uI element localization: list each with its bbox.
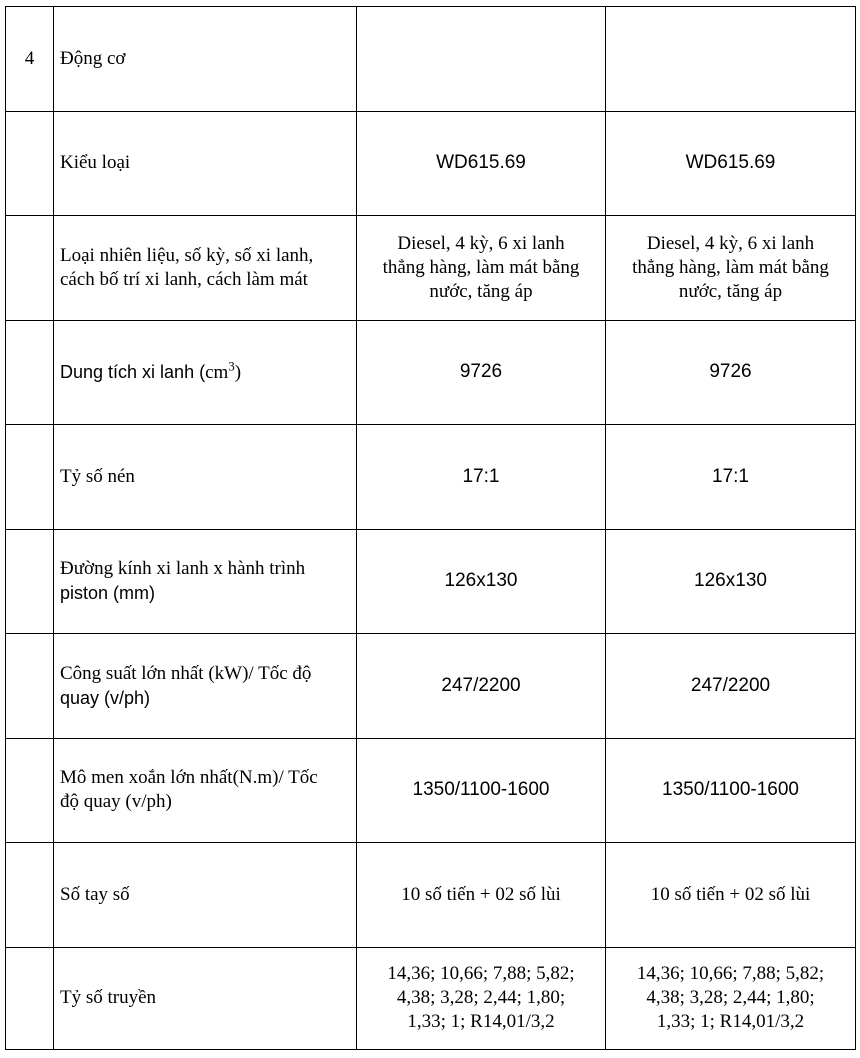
value-cell-2: 126x130	[606, 529, 856, 634]
table-row	[6, 111, 856, 216]
row-number	[6, 425, 54, 530]
value-line: 14,36; 10,66; 7,88; 5,82;	[387, 963, 575, 984]
value-cell-1: 10 số tiến + 02 số lùi	[357, 843, 606, 948]
row-label: Tỷ số nén	[54, 425, 357, 530]
label-line: Loại nhiên liệu, số kỳ, số xi lanh,	[60, 244, 314, 266]
value-cell-2: WD615.69	[606, 111, 856, 216]
value-cell-1: 247/2200	[357, 634, 606, 739]
value-cell-1: 9726	[357, 320, 606, 425]
row-label	[54, 634, 357, 739]
value-cell-2: 10 số tiến + 02 số lùi	[606, 843, 856, 948]
value-line: 4,38; 3,28; 2,44; 1,80;	[646, 987, 815, 1008]
label-unit-exponent: 3	[228, 358, 235, 374]
row-label: Tỷ số truyền	[54, 947, 357, 1049]
value-cell-1: 1350/1100-1600	[357, 738, 606, 843]
value-cell-1	[357, 216, 606, 321]
row-number	[6, 843, 54, 948]
label-unit: cm	[205, 361, 229, 383]
value-cell-2: 17:1	[606, 425, 856, 530]
value-line: 4,38; 3,28; 2,44; 1,80;	[396, 987, 566, 1008]
table-row	[6, 529, 856, 634]
engine-spec-table	[5, 6, 856, 1050]
value-line: nước, tăng áp	[678, 280, 783, 302]
label-main: Dung tích xi lanh (	[60, 361, 206, 382]
value-line: nước, tăng áp	[429, 280, 533, 302]
label-line: piston (mm)	[60, 583, 156, 604]
row-number	[6, 216, 54, 321]
value-cell-2	[606, 7, 856, 112]
label-line: Công suất lớn nhất (kW)/ Tốc độ	[60, 662, 312, 684]
value-cell-1: WD615.69	[357, 111, 606, 216]
label-close: )	[234, 361, 242, 383]
row-number	[6, 634, 54, 739]
label-line: quay (v/ph)	[60, 687, 151, 708]
row-number	[6, 320, 54, 425]
table-row	[6, 7, 856, 112]
label-line: Mô men xoắn lớn nhất(N.m)/ Tốc	[60, 767, 318, 789]
label-line: độ quay (v/ph)	[60, 791, 172, 813]
value-cell-1	[357, 7, 606, 112]
value-line: 14,36; 10,66; 7,88; 5,82;	[636, 963, 825, 984]
row-label	[54, 529, 357, 634]
value-cell-2: 9726	[606, 320, 856, 425]
value-line: thẳng hàng, làm mát bằng	[382, 256, 580, 278]
label-line: cách bố trí xi lanh, cách làm mát	[60, 268, 308, 290]
row-number	[6, 529, 54, 634]
value-cell-1	[357, 947, 606, 1049]
value-cell-1: 126x130	[357, 529, 606, 634]
row-number: 4	[6, 7, 54, 112]
table-row	[6, 947, 856, 1049]
table-row	[6, 425, 856, 530]
table-row	[6, 634, 856, 739]
row-number	[6, 947, 54, 1049]
table-row	[6, 843, 856, 948]
row-number	[6, 111, 54, 216]
value-line: 1,33; 1; R14,01/3,2	[407, 1011, 555, 1032]
row-number	[6, 738, 54, 843]
row-label	[54, 738, 357, 843]
table-row	[6, 320, 856, 425]
value-line: thẳng hàng, làm mát bằng	[632, 256, 829, 278]
row-label: Động cơ	[54, 7, 357, 112]
row-label	[54, 216, 357, 321]
row-label: Kiểu loại	[54, 111, 357, 216]
value-line: 1,33; 1; R14,01/3,2	[656, 1011, 805, 1032]
value-line: Diesel, 4 kỳ, 6 xi lanh	[397, 232, 565, 254]
value-cell-2: 247/2200	[606, 634, 856, 739]
value-cell-2	[606, 947, 856, 1049]
label-line: Đường kính xi lanh x hành trình	[60, 558, 306, 580]
value-cell-1: 17:1	[357, 425, 606, 530]
value-cell-2: 1350/1100-1600	[606, 738, 856, 843]
row-label	[54, 320, 357, 425]
table-row	[6, 216, 856, 321]
value-cell-2	[606, 216, 856, 321]
row-label: Số tay số	[54, 843, 357, 948]
table-row	[6, 738, 856, 843]
value-line: Diesel, 4 kỳ, 6 xi lanh	[646, 232, 815, 254]
